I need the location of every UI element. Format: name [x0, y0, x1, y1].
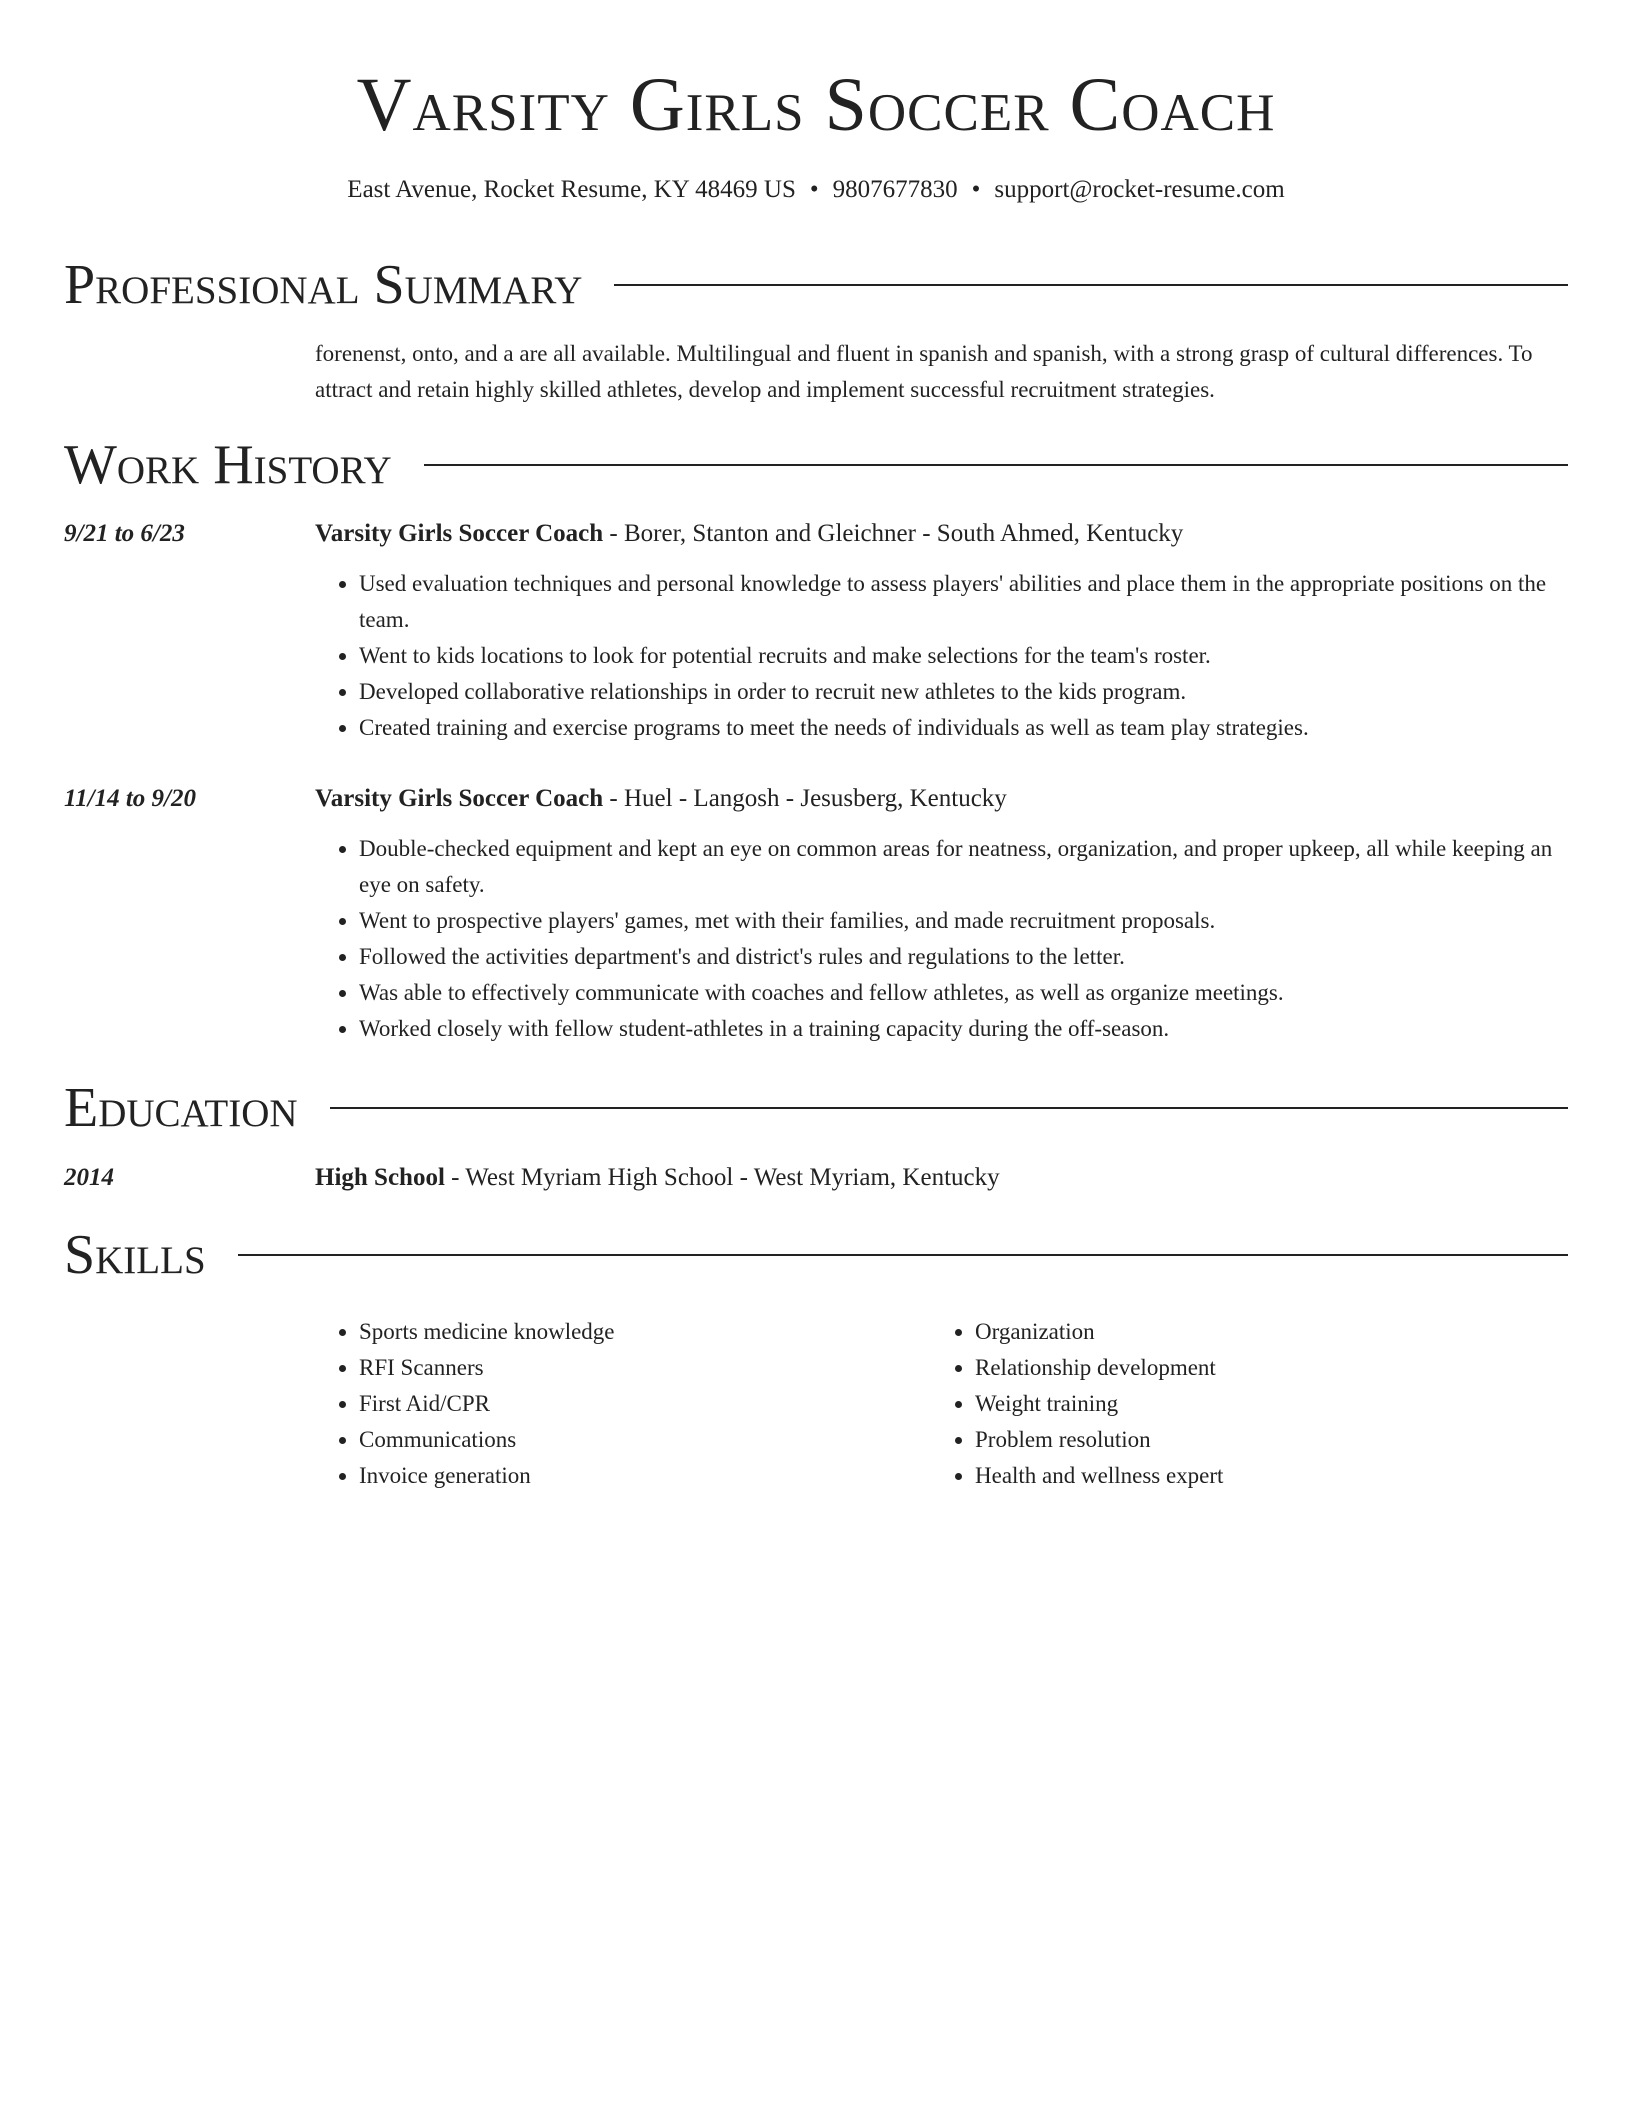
- contact-email: support@rocket-resume.com: [994, 176, 1285, 203]
- education-year: 2014: [64, 1164, 114, 1191]
- contact-line: [64, 172, 1568, 208]
- education-entry-body: [315, 1160, 1568, 1196]
- work-bullet: • Followed the activities department's and district's rules and regulations to the letter.: [359, 939, 1568, 975]
- work-dates: 11/14 to 9/20: [64, 785, 196, 812]
- contact-separator: •: [809, 176, 819, 203]
- work-title-line: [315, 781, 1568, 817]
- skill-item: • Health and wellness expert: [975, 1458, 1547, 1494]
- work-entry-body: [315, 781, 1568, 1047]
- work-bullet-list: [315, 566, 1568, 746]
- section-divider: [238, 1254, 1568, 1256]
- skill-item: • Organization: [975, 1314, 1547, 1350]
- work-employer-location: - Huel - Langosh - Jesusberg, Kentucky: [603, 785, 1007, 812]
- education-title-line: [315, 1160, 1568, 1196]
- work-bullet-list: [315, 831, 1568, 1047]
- section-header-work-history: [64, 432, 1568, 498]
- skill-item: • Sports medicine knowledge: [359, 1314, 931, 1350]
- section-divider: [614, 284, 1568, 286]
- section-header-education: [64, 1075, 1568, 1141]
- section-title-education: Education: [64, 1077, 298, 1139]
- contact-phone: 9807677830: [832, 176, 958, 203]
- skill-item: • Invoice generation: [359, 1458, 931, 1494]
- skills-columns: [315, 1314, 1568, 1494]
- skill-item: • Problem resolution: [975, 1422, 1547, 1458]
- work-bullet: • Worked closely with fellow student-athletes in a training capacity during the off-season.: [359, 1011, 1568, 1047]
- work-bullet: • Went to kids locations to look for potential recruits and make selections for the team's roster.: [359, 638, 1568, 674]
- contact-address: East Avenue, Rocket Resume, KY 48469 US: [347, 176, 796, 203]
- skill-item: • Relationship development: [975, 1350, 1547, 1386]
- summary-text: forenenst, onto, and a are all available. Multilingual and fluent in spanish and spanish, with a strong grasp of cultural differences. To attract and retain highly skilled athletes, develop and implement successful recruitment strategies.: [315, 341, 1533, 402]
- work-dates: 9/21 to 6/23: [64, 520, 185, 547]
- work-entry-body: [315, 516, 1568, 746]
- section-title-skills: Skills: [64, 1224, 206, 1286]
- education-school-location: - West Myriam High School - West Myriam, Kentucky: [444, 1164, 1000, 1191]
- work-role: Varsity Girls Soccer Coach: [315, 520, 604, 547]
- resume-name: Varsity Girls Soccer Coach: [356, 63, 1276, 147]
- work-employer-location: - Borer, Stanton and Gleichner - South Ahmed, Kentucky: [603, 520, 1184, 547]
- section-title-summary: Professional Summary: [64, 254, 583, 316]
- work-bullet: • Was able to effectively communicate with coaches and fellow athletes, as well as organize meetings.: [359, 975, 1568, 1011]
- work-role: Varsity Girls Soccer Coach: [315, 785, 604, 812]
- work-bullet: • Double-checked equipment and kept an eye on common areas for neatness, organization, and proper upkeep, all while keeping an eye on safety.: [359, 831, 1568, 903]
- skill-item: • First Aid/CPR: [359, 1386, 931, 1422]
- work-title-line: [315, 516, 1568, 552]
- work-bullet: • Went to prospective players' games, met with their families, and made recruitment proposals.: [359, 903, 1568, 939]
- section-divider: [330, 1107, 1568, 1109]
- skills-list-right: [931, 1314, 1547, 1494]
- work-bullet: • Used evaluation techniques and personal knowledge to assess players' abilities and place them in the appropriate positions on the team.: [359, 566, 1568, 638]
- section-title-work-history: Work History: [64, 434, 392, 496]
- skill-item: • Communications: [359, 1422, 931, 1458]
- work-bullet: • Developed collaborative relationships in order to recruit new athletes to the kids program.: [359, 674, 1568, 710]
- education-degree: High School: [315, 1164, 445, 1191]
- section-header-skills: [64, 1222, 1568, 1288]
- section-header-summary: [64, 252, 1568, 318]
- skills-list-left: [315, 1314, 931, 1494]
- section-divider: [424, 464, 1568, 466]
- skill-item: • RFI Scanners: [359, 1350, 931, 1386]
- skill-item: • Weight training: [975, 1386, 1547, 1422]
- contact-separator: •: [971, 176, 981, 203]
- work-bullet: • Created training and exercise programs to meet the needs of individuals as well as team play strategies.: [359, 710, 1568, 746]
